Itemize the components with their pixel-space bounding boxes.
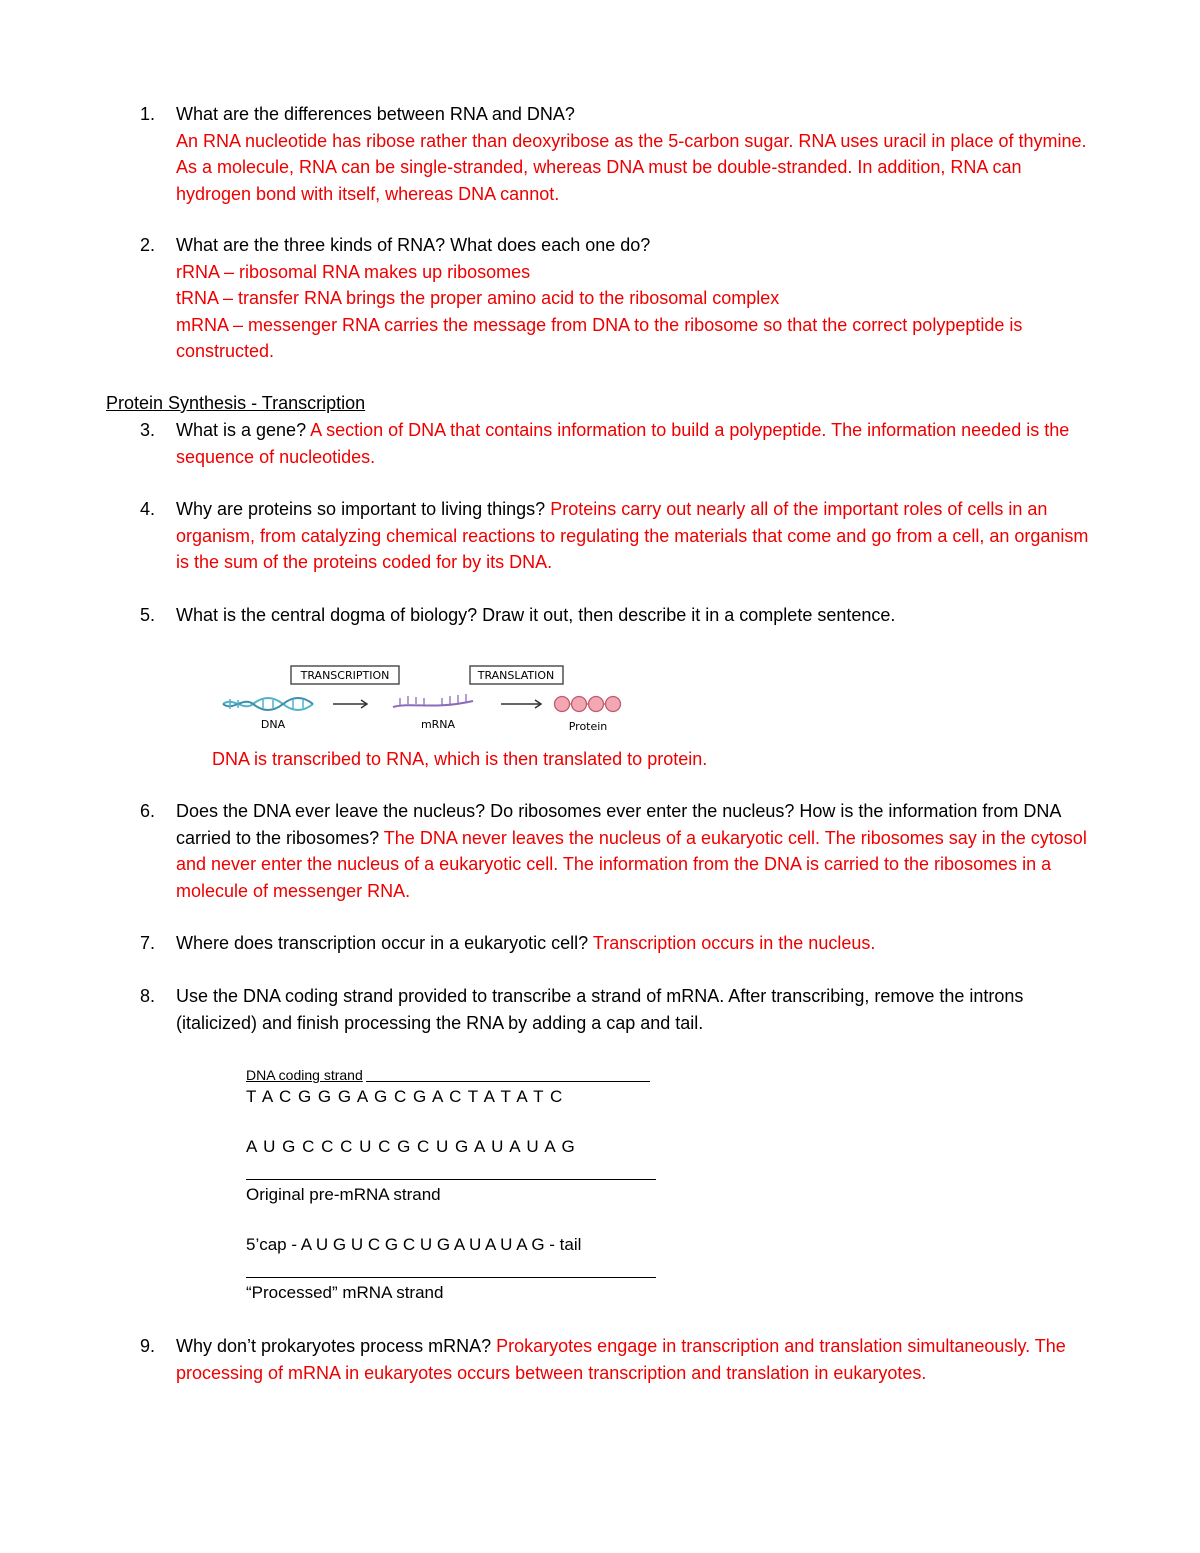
question-text: Does the DNA ever leave the nucleus? Do ribosomes ever enter the nucleus? How is the information from DNA carried to the ribosomes?: [176, 801, 1061, 848]
answer-text: Transcription occurs in the nucleus.: [592, 933, 876, 953]
question-text: What are the differences between RNA and DNA?: [176, 104, 575, 124]
answer-line-trna: tRNA – transfer RNA brings the proper amino acid to the ribosomal complex: [176, 288, 780, 308]
transcription-box: [291, 666, 399, 684]
question-1: [140, 101, 1096, 207]
question-9: [140, 1333, 1096, 1386]
divider-line: [246, 1277, 656, 1278]
question-number: 8.: [140, 986, 156, 1006]
divider-line: [246, 1179, 656, 1180]
dna-sequence: T A C G G G A G C G A C T A T A T C: [246, 1087, 564, 1106]
mrna-strand-icon: [393, 694, 473, 707]
question-number: 2.: [140, 235, 156, 255]
question-5: [140, 602, 1096, 629]
question-text: What is the central dogma of biology? Draw it out, then describe it in a complete sentence.: [176, 605, 896, 625]
transcription-label: TRANSCRIPTION: [300, 669, 390, 682]
question-8: [140, 983, 1096, 1036]
answer-text: Proteins carry out nearly all of the important roles of cells in an organism, from catalyzing chemical reactions to regulating the materials that come and go from a cell, an organism is the sum of the proteins coded for by its DNA.: [176, 499, 1089, 572]
question-4: [140, 496, 1096, 576]
question-number: 7.: [140, 933, 156, 953]
dna-helix-icon: [223, 698, 313, 710]
protein-label: Protein: [568, 720, 608, 733]
mrna-label: mRNA: [420, 718, 456, 731]
translation-label: TRANSLATION: [477, 669, 555, 682]
processed-mrna-sequence: 5’cap - A U G U C G C U G A U A U A G - tail: [246, 1235, 582, 1254]
question-7: [140, 930, 1096, 957]
question-text: Use the DNA coding strand provided to transcribe a strand of mRNA. After transcribing, remove the introns (italicized) and finish processing the RNA by adding a cap and tail.: [176, 986, 1024, 1033]
pre-mrna-sequence: A U G C C C U C G C U G A U A U A G: [246, 1137, 576, 1156]
question-text: Why don’t prokaryotes process mRNA?: [176, 1336, 492, 1356]
answer-text: Prokaryotes engage in transcription and translation simultaneously. The processing of mRNA in eukaryotes occurs between transcription and translation in eukaryotes.: [176, 1336, 1066, 1383]
arrow-icon: [501, 700, 541, 708]
arrow-icon: [333, 700, 367, 708]
central-dogma-diagram: [218, 660, 638, 735]
question-number: 6.: [140, 801, 156, 821]
answer-line-mrna: mRNA – messenger RNA carries the message from DNA to the ribosome so that the correct polypeptide is constructed.: [176, 314, 1023, 361]
question-number: 1.: [140, 104, 156, 124]
answer-line-rrna: rRNA – ribosomal RNA makes up ribosomes: [176, 261, 531, 282]
question-text: What are the three kinds of RNA? What does each one do?: [176, 235, 651, 255]
central-dogma-answer: DNA is transcribed to RNA, which is then translated to protein.: [212, 749, 708, 769]
question-number: 4.: [140, 499, 156, 519]
dna-strand-label-text: DNA coding strand: [246, 1067, 363, 1083]
question-3: [140, 417, 1096, 470]
question-number: 5.: [140, 605, 156, 625]
question-number: 9.: [140, 1336, 156, 1356]
question-2: [140, 232, 1096, 365]
answer-text: A section of DNA that contains information to build a polypeptide. The information needed is the sequence of nucleotides.: [176, 420, 1070, 467]
protein-beads-icon: [555, 697, 621, 712]
divider-line: [366, 1081, 650, 1082]
question-text: Why are proteins so important to living things?: [176, 499, 546, 519]
dna-label: DNA: [260, 718, 286, 731]
translation-box: [470, 666, 563, 684]
question-number: 3.: [140, 420, 156, 440]
question-text: Where does transcription occur in a eukaryotic cell?: [176, 933, 589, 953]
answer-text: The DNA never leaves the nucleus of a eukaryotic cell. The ribosomes say in the cytosol and never enter the nucleus of a eukaryotic cell. The information from the DNA is carried to the ribosomes in a molecule of messenger RNA.: [176, 827, 1087, 901]
section-heading: Protein Synthesis - Transcription: [106, 393, 366, 413]
question-6: [140, 798, 1096, 904]
processed-mrna-label: “Processed” mRNA strand: [246, 1283, 444, 1302]
question-text: What is a gene?: [176, 420, 307, 440]
pre-mrna-label: Original pre-mRNA strand: [246, 1185, 441, 1204]
answer-text: An RNA nucleotide has ribose rather than deoxyribose as the 5-carbon sugar. RNA uses uracil in place of thymine. As a molecule, RNA can be single-stranded, whereas DNA must be double-stranded. In addition, RNA can hydrogen bond with itself, whereas DNA cannot.: [176, 130, 1087, 204]
